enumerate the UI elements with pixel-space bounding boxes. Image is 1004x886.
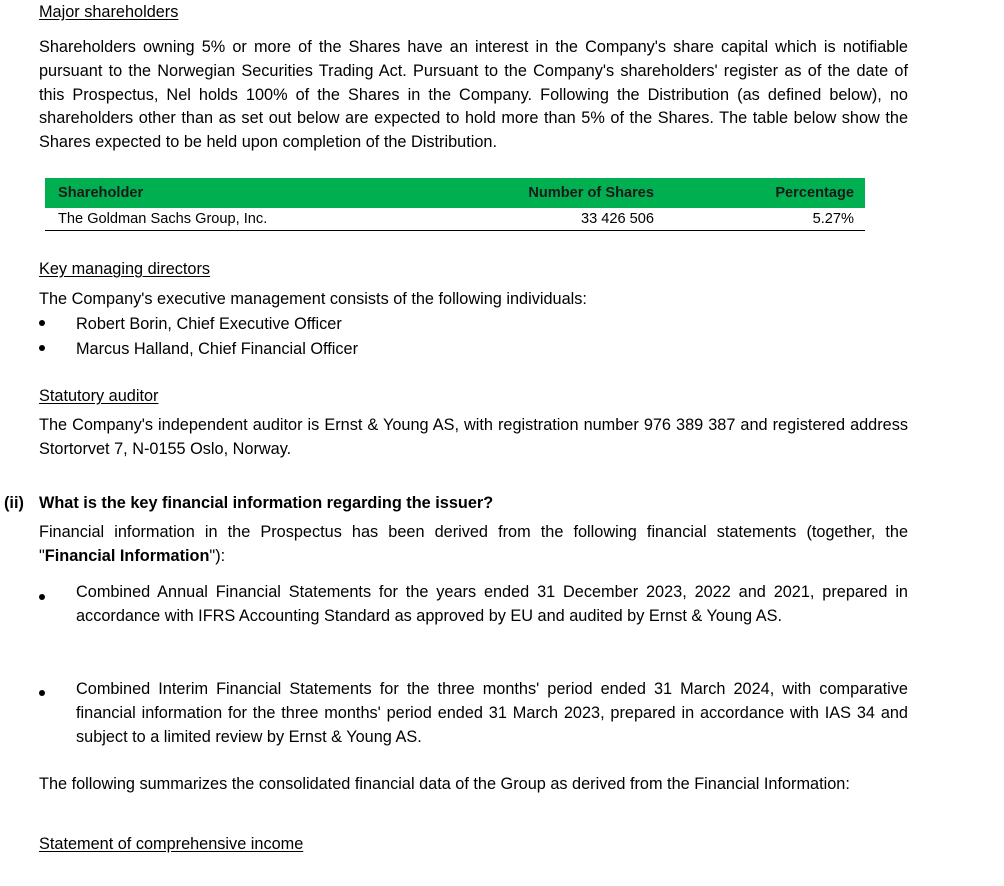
major-shareholders-paragraph: Shareholders owning 5% or more of the Shares have an interest in the Company's share capital which is notifiable pursuant to the Norwegian Securities Trading Act. Pursuant to the Company's shareholders' register as of the date of this Prospectus, Nel holds 100% of the Shares in the Company. Following the Distribution (as defined below), no shareholders other than as set out below are expected to hold more than 5% of the Shares. The table below show the Shares expected to be held upon completion of the Distribution. [39,38,908,152]
shareholders-table [45,178,865,231]
list-item: Combined Interim Financial Statements for the three months' period ended 31 March 2024, with comparative financial information for the three months' period ended 31 March 2023, prepared in accordance with IAS 34 and subject to a limited review by Ernst & Young AS. [76,680,908,746]
list-item: Robert Borin, Chief Executive Officer [76,315,342,333]
section-number: (ii) [4,494,24,512]
list-item: Combined Annual Financial Statements for the years ended 31 December 2023, 2022 and 2021, prepared in accordance with IFRS Accounting Standard as approved by EU and audited by Ernst & Young AS. [76,583,908,625]
col-header-number-of-shares: Number of Shares [456,178,665,208]
major-shareholders-heading: Major shareholders [39,3,179,21]
section-title: What is the key financial information regarding the issuer? [39,494,494,512]
bullet-icon [39,690,45,696]
table-header-row [45,178,865,208]
cell-number-of-shares: 33 426 506 [456,208,665,231]
key-managing-directors-heading: Key managing directors [39,260,211,278]
cell-percentage: 5.27% [665,208,865,231]
financial-data-summary: The following summarizes the consolidated financial data of the Group as derived from the Financial Information: [39,775,850,793]
bullet-icon [39,594,45,600]
cell-shareholder: The Goldman Sachs Group, Inc. [45,208,456,231]
col-header-shareholder: Shareholder [45,178,456,208]
bullet-icon [39,320,45,326]
key-managing-directors-intro: The Company's executive management consists of the following individuals: [39,290,587,308]
list-item: Marcus Halland, Chief Financial Officer [76,340,359,358]
statement-of-comprehensive-income-heading: Statement of comprehensive income [39,835,304,853]
statutory-auditor-heading: Statutory auditor [39,387,159,405]
intro-text-start: Financial information in the Prospectus has been derived from the following financial statements (together, the " [39,523,908,565]
col-header-percentage: Percentage [665,178,865,208]
intro-defined-term: Financial Information [44,546,210,565]
financial-information-intro [39,521,908,569]
statutory-auditor-paragraph: The Company's independent auditor is Ernst & Young AS, with registration number 976 389 387 and registered address Stortorvet 7, N-0155 Oslo, Norway. [39,416,908,458]
table-row [45,208,865,231]
intro-text-end: "): [209,546,226,565]
bullet-icon [39,345,45,351]
